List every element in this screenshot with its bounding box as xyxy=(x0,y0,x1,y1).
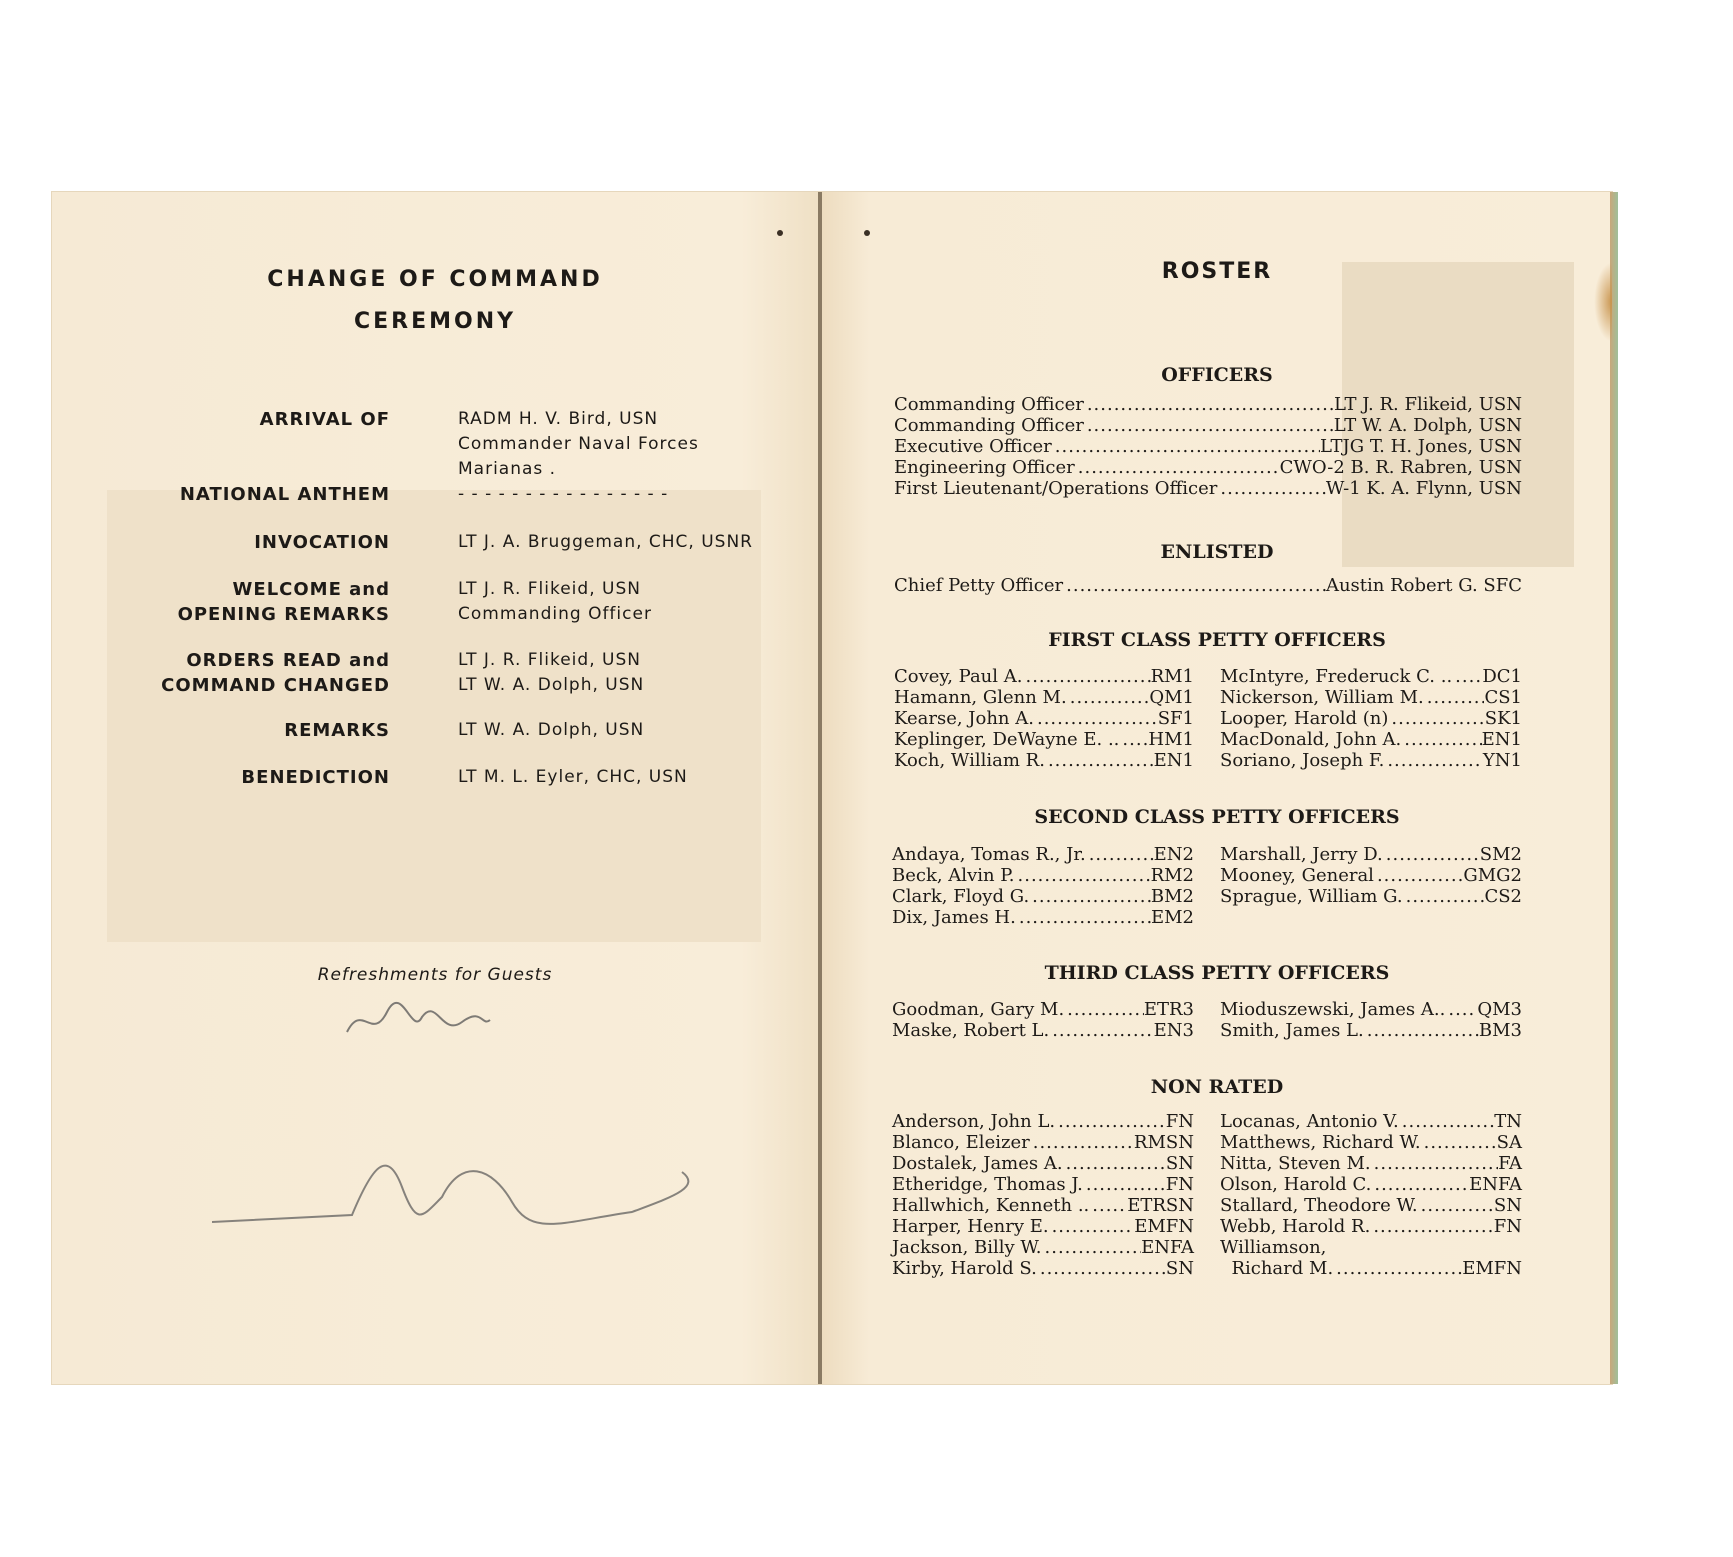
dot-leader xyxy=(1119,729,1148,750)
entry-name: Nickerson, William M. xyxy=(1220,687,1424,708)
entry-rate: SN xyxy=(1165,1153,1194,1174)
entry-rate: RM2 xyxy=(1150,865,1194,886)
signature-dolph-icon xyxy=(342,992,492,1052)
entry-rate: LTJG T. H. Jones, USN xyxy=(1320,436,1522,457)
booklet-spread xyxy=(52,192,1612,1384)
roster-entry xyxy=(894,666,1194,687)
dot-leader xyxy=(1037,1258,1166,1279)
roster-entry xyxy=(892,1195,1194,1216)
entry-rate: W-1 K. A. Flynn, USN xyxy=(1325,478,1522,499)
first-class-right-list xyxy=(1220,666,1522,771)
entry-rate: SK1 xyxy=(1484,708,1522,729)
first-class-heading: FIRST CLASS PETTY OFFICERS xyxy=(1048,629,1386,651)
roster-entry xyxy=(894,478,1522,499)
dot-leader xyxy=(1217,478,1326,499)
enlisted-heading: ENLISTED xyxy=(1160,541,1274,563)
dot-leader xyxy=(1042,1237,1142,1258)
entry-name: Koch, William R. xyxy=(894,750,1045,771)
dot-leader xyxy=(1333,1258,1462,1279)
dot-leader xyxy=(1371,1153,1498,1174)
left-page xyxy=(52,192,818,1384)
dot-leader xyxy=(1075,457,1280,478)
roster-entry xyxy=(1220,1216,1522,1237)
entry-name: Keplinger, DeWayne E. .. xyxy=(894,729,1120,750)
entry-rate: FA xyxy=(1498,1153,1522,1174)
roster-entry xyxy=(894,415,1522,436)
entry-rate: SN xyxy=(1165,1258,1194,1279)
program-value: LT J. R. Flikeid, USN LT W. A. Dolph, USN xyxy=(458,650,645,695)
dot-leader xyxy=(1374,865,1463,886)
entry-name: Executive Officer xyxy=(894,436,1052,457)
dot-leader xyxy=(1421,1132,1497,1153)
dot-leader xyxy=(1384,750,1483,771)
dot-leader xyxy=(1064,999,1144,1020)
entry-name: Mioduszewski, James A.. xyxy=(1220,999,1446,1020)
entry-rate: EN2 xyxy=(1153,844,1194,865)
entry-name: Mooney, General xyxy=(1220,865,1374,886)
entry-rate: EN3 xyxy=(1153,1020,1194,1041)
entry-name: Richard M. xyxy=(1220,1258,1334,1279)
entry-name: Hamann, Glenn M. xyxy=(894,687,1067,708)
roster-entry xyxy=(1220,1237,1522,1258)
entry-rate: FN xyxy=(1493,1216,1522,1237)
third-class-heading: THIRD CLASS PETTY OFFICERS xyxy=(1044,962,1390,984)
roster-entry xyxy=(1220,1153,1522,1174)
entry-name: Covey, Paul A. xyxy=(894,666,1023,687)
dot-leader xyxy=(1399,1111,1494,1132)
program-value: RADM H. V. Bird, USN Commander Naval Forces Marianas . xyxy=(458,409,699,479)
entry-name: Maske, Robert L. xyxy=(892,1020,1050,1041)
roster-entry xyxy=(1220,844,1522,865)
entry-rate: RMSN xyxy=(1133,1132,1194,1153)
roster-entry xyxy=(894,436,1522,457)
dot-leader xyxy=(1052,436,1320,457)
dot-leader xyxy=(1063,1153,1166,1174)
roster-entry xyxy=(1220,729,1522,750)
dot-leader xyxy=(1055,1111,1166,1132)
entry-rate: SA xyxy=(1496,1132,1522,1153)
entry-name: Jackson, Billy W. xyxy=(892,1237,1042,1258)
roster-entry xyxy=(892,1237,1194,1258)
entry-name: Clark, Floyd G. xyxy=(892,886,1030,907)
roster-entry xyxy=(892,907,1194,928)
dot-leader xyxy=(1403,886,1485,907)
entry-rate: BM3 xyxy=(1478,1020,1522,1041)
third-class-left-list xyxy=(892,999,1194,1041)
entry-rate: ENFA xyxy=(1141,1237,1194,1258)
program-value: LT J. A. Bruggeman, CHC, USNR xyxy=(458,532,753,552)
entry-name: Soriano, Joseph F. xyxy=(1220,750,1385,771)
dot-leader xyxy=(1063,575,1326,596)
roster-entry xyxy=(892,999,1194,1020)
entry-rate: EM2 xyxy=(1150,907,1194,928)
dot-leader xyxy=(1083,1174,1166,1195)
roster-entry xyxy=(894,457,1522,478)
entry-rate: EN1 xyxy=(1481,729,1522,750)
second-class-left-list xyxy=(892,844,1194,928)
dot-leader xyxy=(1034,708,1158,729)
program-value: LT W. A. Dolph, USN xyxy=(458,720,645,740)
entry-rate: CS2 xyxy=(1484,886,1522,907)
officers-heading: OFFICERS xyxy=(1161,364,1273,386)
entry-name: Commanding Officer xyxy=(894,415,1084,436)
entry-rate: QM1 xyxy=(1149,687,1194,708)
entry-name: Beck, Alvin P. xyxy=(892,865,1015,886)
entry-rate: BM2 xyxy=(1150,886,1194,907)
roster-entry xyxy=(894,750,1194,771)
entry-rate: EN1 xyxy=(1153,750,1194,771)
dot-leader xyxy=(1383,844,1480,865)
entry-rate: LT W. A. Dolph, USN xyxy=(1333,415,1522,436)
entry-name: Matthews, Richard W. xyxy=(1220,1132,1421,1153)
entry-name: Dostalek, James A. xyxy=(892,1153,1063,1174)
entry-rate: EMFN xyxy=(1462,1258,1522,1279)
entry-name: Stallard, Theodore W. xyxy=(1220,1195,1418,1216)
entry-name: Blanco, Eleizer xyxy=(892,1132,1030,1153)
entry-name: Kirby, Harold S. xyxy=(892,1258,1037,1279)
roster-entry xyxy=(894,687,1194,708)
dot-leader xyxy=(1086,844,1154,865)
entry-rate: SF1 xyxy=(1157,708,1194,729)
entry-name: Chief Petty Officer xyxy=(894,575,1064,596)
entry-rate: ETR3 xyxy=(1143,999,1194,1020)
roster-entry xyxy=(892,1153,1194,1174)
entry-name: Kearse, John A. xyxy=(894,708,1034,729)
dot-leader xyxy=(1424,687,1485,708)
roster-entry xyxy=(1220,666,1522,687)
entry-name: Etheridge, Thomas J. xyxy=(892,1174,1083,1195)
entry-rate: TN xyxy=(1494,1111,1522,1132)
entry-name: Andaya, Tomas R., Jr. xyxy=(892,844,1086,865)
ceremony-title-line1: CHANGE OF COMMAND xyxy=(267,267,603,292)
entry-name: Nitta, Steven M. xyxy=(1220,1153,1371,1174)
program-label: ARRIVAL OF xyxy=(259,409,390,430)
entry-name: Commanding Officer xyxy=(894,394,1084,415)
first-class-left-list xyxy=(894,666,1194,771)
entry-name: First Lieutenant/Operations Officer xyxy=(894,478,1218,499)
entry-rate: GMG2 xyxy=(1463,865,1522,886)
program-label: REMARKS xyxy=(284,720,390,741)
roster-entry xyxy=(892,1258,1194,1279)
roster-entry xyxy=(1220,687,1522,708)
program-label: ORDERS READ and COMMAND CHANGED xyxy=(161,650,390,696)
roster-entry xyxy=(1220,886,1522,907)
entry-name: MacDonald, John A. xyxy=(1220,729,1402,750)
roster-entry xyxy=(894,729,1194,750)
roster-entry xyxy=(892,1111,1194,1132)
roster-entry xyxy=(1220,1132,1522,1153)
roster-entry xyxy=(1220,1195,1522,1216)
roster-entry xyxy=(894,575,1522,596)
non-rated-left-list xyxy=(892,1111,1194,1279)
program-label: BENEDICTION xyxy=(241,767,390,788)
entry-name: Smith, James L. xyxy=(1220,1020,1364,1041)
signature-flikeid-icon xyxy=(212,1127,712,1237)
entry-name: Locanas, Antonio V. xyxy=(1220,1111,1399,1132)
dot-leader xyxy=(1049,1020,1153,1041)
entry-name: Goodman, Gary M. xyxy=(892,999,1065,1020)
dot-leader xyxy=(1388,708,1484,729)
roster-entry xyxy=(892,1020,1194,1041)
roster-entry xyxy=(894,708,1194,729)
program-value: LT J. R. Flikeid, USN Commanding Officer xyxy=(458,579,652,624)
entry-name: Looper, Harold (n) xyxy=(1220,708,1389,729)
dot-leader xyxy=(1067,687,1150,708)
dot-leader xyxy=(1030,1132,1134,1153)
non-rated-heading: NON RATED xyxy=(1150,1076,1284,1098)
roster-entry xyxy=(1220,708,1522,729)
page-shading xyxy=(107,490,761,942)
roster-entry xyxy=(892,1174,1194,1195)
entry-rate: CS1 xyxy=(1484,687,1522,708)
entry-name: Dix, James H. xyxy=(892,907,1016,928)
entry-name: Webb, Harold R. xyxy=(1220,1216,1371,1237)
roster-entry xyxy=(892,886,1194,907)
second-class-heading: SECOND CLASS PETTY OFFICERS xyxy=(1034,806,1400,828)
dot-leader xyxy=(1084,415,1334,436)
entry-rate: EMFN xyxy=(1134,1216,1194,1237)
entry-name: Anderson, John L. xyxy=(892,1111,1056,1132)
program-value: LT M. L. Eyler, CHC, USN xyxy=(458,767,688,787)
roster-title: ROSTER xyxy=(1161,259,1273,284)
entry-rate: QM3 xyxy=(1477,999,1522,1020)
entry-rate: FN xyxy=(1165,1174,1194,1195)
dot-leader xyxy=(1371,1174,1469,1195)
entry-rate: DC1 xyxy=(1482,666,1522,687)
entry-rate: Austin Robert G. SFC xyxy=(1325,575,1522,596)
dot-leader xyxy=(1364,1020,1479,1041)
non-rated-right-list xyxy=(1220,1111,1522,1279)
roster-entry xyxy=(1220,865,1522,886)
entry-rate: LT J. R. Flikeid, USN xyxy=(1333,394,1522,415)
entry-rate: FN xyxy=(1165,1111,1194,1132)
refreshments-note: Refreshments for Guests xyxy=(317,965,553,985)
dot-leader xyxy=(1045,750,1154,771)
entry-name: McIntyre, Frederuck C. .. xyxy=(1220,666,1453,687)
entry-rate: YN1 xyxy=(1482,750,1522,771)
right-page xyxy=(822,192,1612,1384)
entry-name: Engineering Officer xyxy=(894,457,1075,478)
dot-leader xyxy=(1022,666,1150,687)
roster-entry xyxy=(1220,999,1522,1020)
entry-rate: RM1 xyxy=(1150,666,1194,687)
dot-leader xyxy=(1089,1195,1127,1216)
entry-name: Hallwhich, Kenneth .. xyxy=(892,1195,1090,1216)
roster-entry xyxy=(892,865,1194,886)
dot-leader xyxy=(1016,907,1151,928)
ceremony-title-line2: CEREMONY xyxy=(353,309,517,334)
second-class-right-list xyxy=(1220,844,1522,907)
program-label: NATIONAL ANTHEM xyxy=(179,484,390,505)
entry-rate: HM1 xyxy=(1148,729,1194,750)
dot-leader xyxy=(1401,729,1481,750)
enlisted-list xyxy=(894,575,1522,596)
dot-leader xyxy=(1445,999,1477,1020)
roster-entry xyxy=(1220,1174,1522,1195)
entry-name: Olson, Harold C. xyxy=(1220,1174,1372,1195)
dot-leader xyxy=(1418,1195,1494,1216)
roster-entry xyxy=(1220,1111,1522,1132)
entry-rate: SN xyxy=(1493,1195,1522,1216)
entry-name: Harper, Henry E. xyxy=(892,1216,1049,1237)
dot-leader xyxy=(1370,1216,1493,1237)
dot-leader xyxy=(1452,666,1482,687)
officers-list xyxy=(894,394,1522,499)
entry-rate: SM2 xyxy=(1479,844,1522,865)
entry-name: Williamson, xyxy=(1220,1237,1327,1258)
roster-entry xyxy=(1220,750,1522,771)
dot-leader xyxy=(1049,1216,1135,1237)
entry-rate: ENFA xyxy=(1469,1174,1522,1195)
roster-entry xyxy=(1220,1258,1522,1279)
dot-leader xyxy=(1015,865,1151,886)
dot-leader xyxy=(1084,394,1334,415)
entry-name: Marshall, Jerry D. xyxy=(1220,844,1383,865)
roster-entry xyxy=(894,394,1522,415)
roster-entry xyxy=(892,844,1194,865)
dot-leader xyxy=(1029,886,1151,907)
entry-name: Sprague, William G. xyxy=(1220,886,1403,907)
entry-rate: CWO-2 B. R. Rabren, USN xyxy=(1279,457,1522,478)
roster-entry xyxy=(892,1216,1194,1237)
entry-rate: ETRSN xyxy=(1127,1195,1194,1216)
roster-entry xyxy=(1220,1020,1522,1041)
staple-hole-icon xyxy=(777,230,783,236)
staple-hole-icon xyxy=(864,230,870,236)
roster-entry xyxy=(892,1132,1194,1153)
program-label: INVOCATION xyxy=(254,532,390,553)
program-value: - - - - - - - - - - - - - - - - xyxy=(458,484,669,504)
program-label: WELCOME and OPENING REMARKS xyxy=(177,579,390,625)
third-class-right-list xyxy=(1220,999,1522,1041)
